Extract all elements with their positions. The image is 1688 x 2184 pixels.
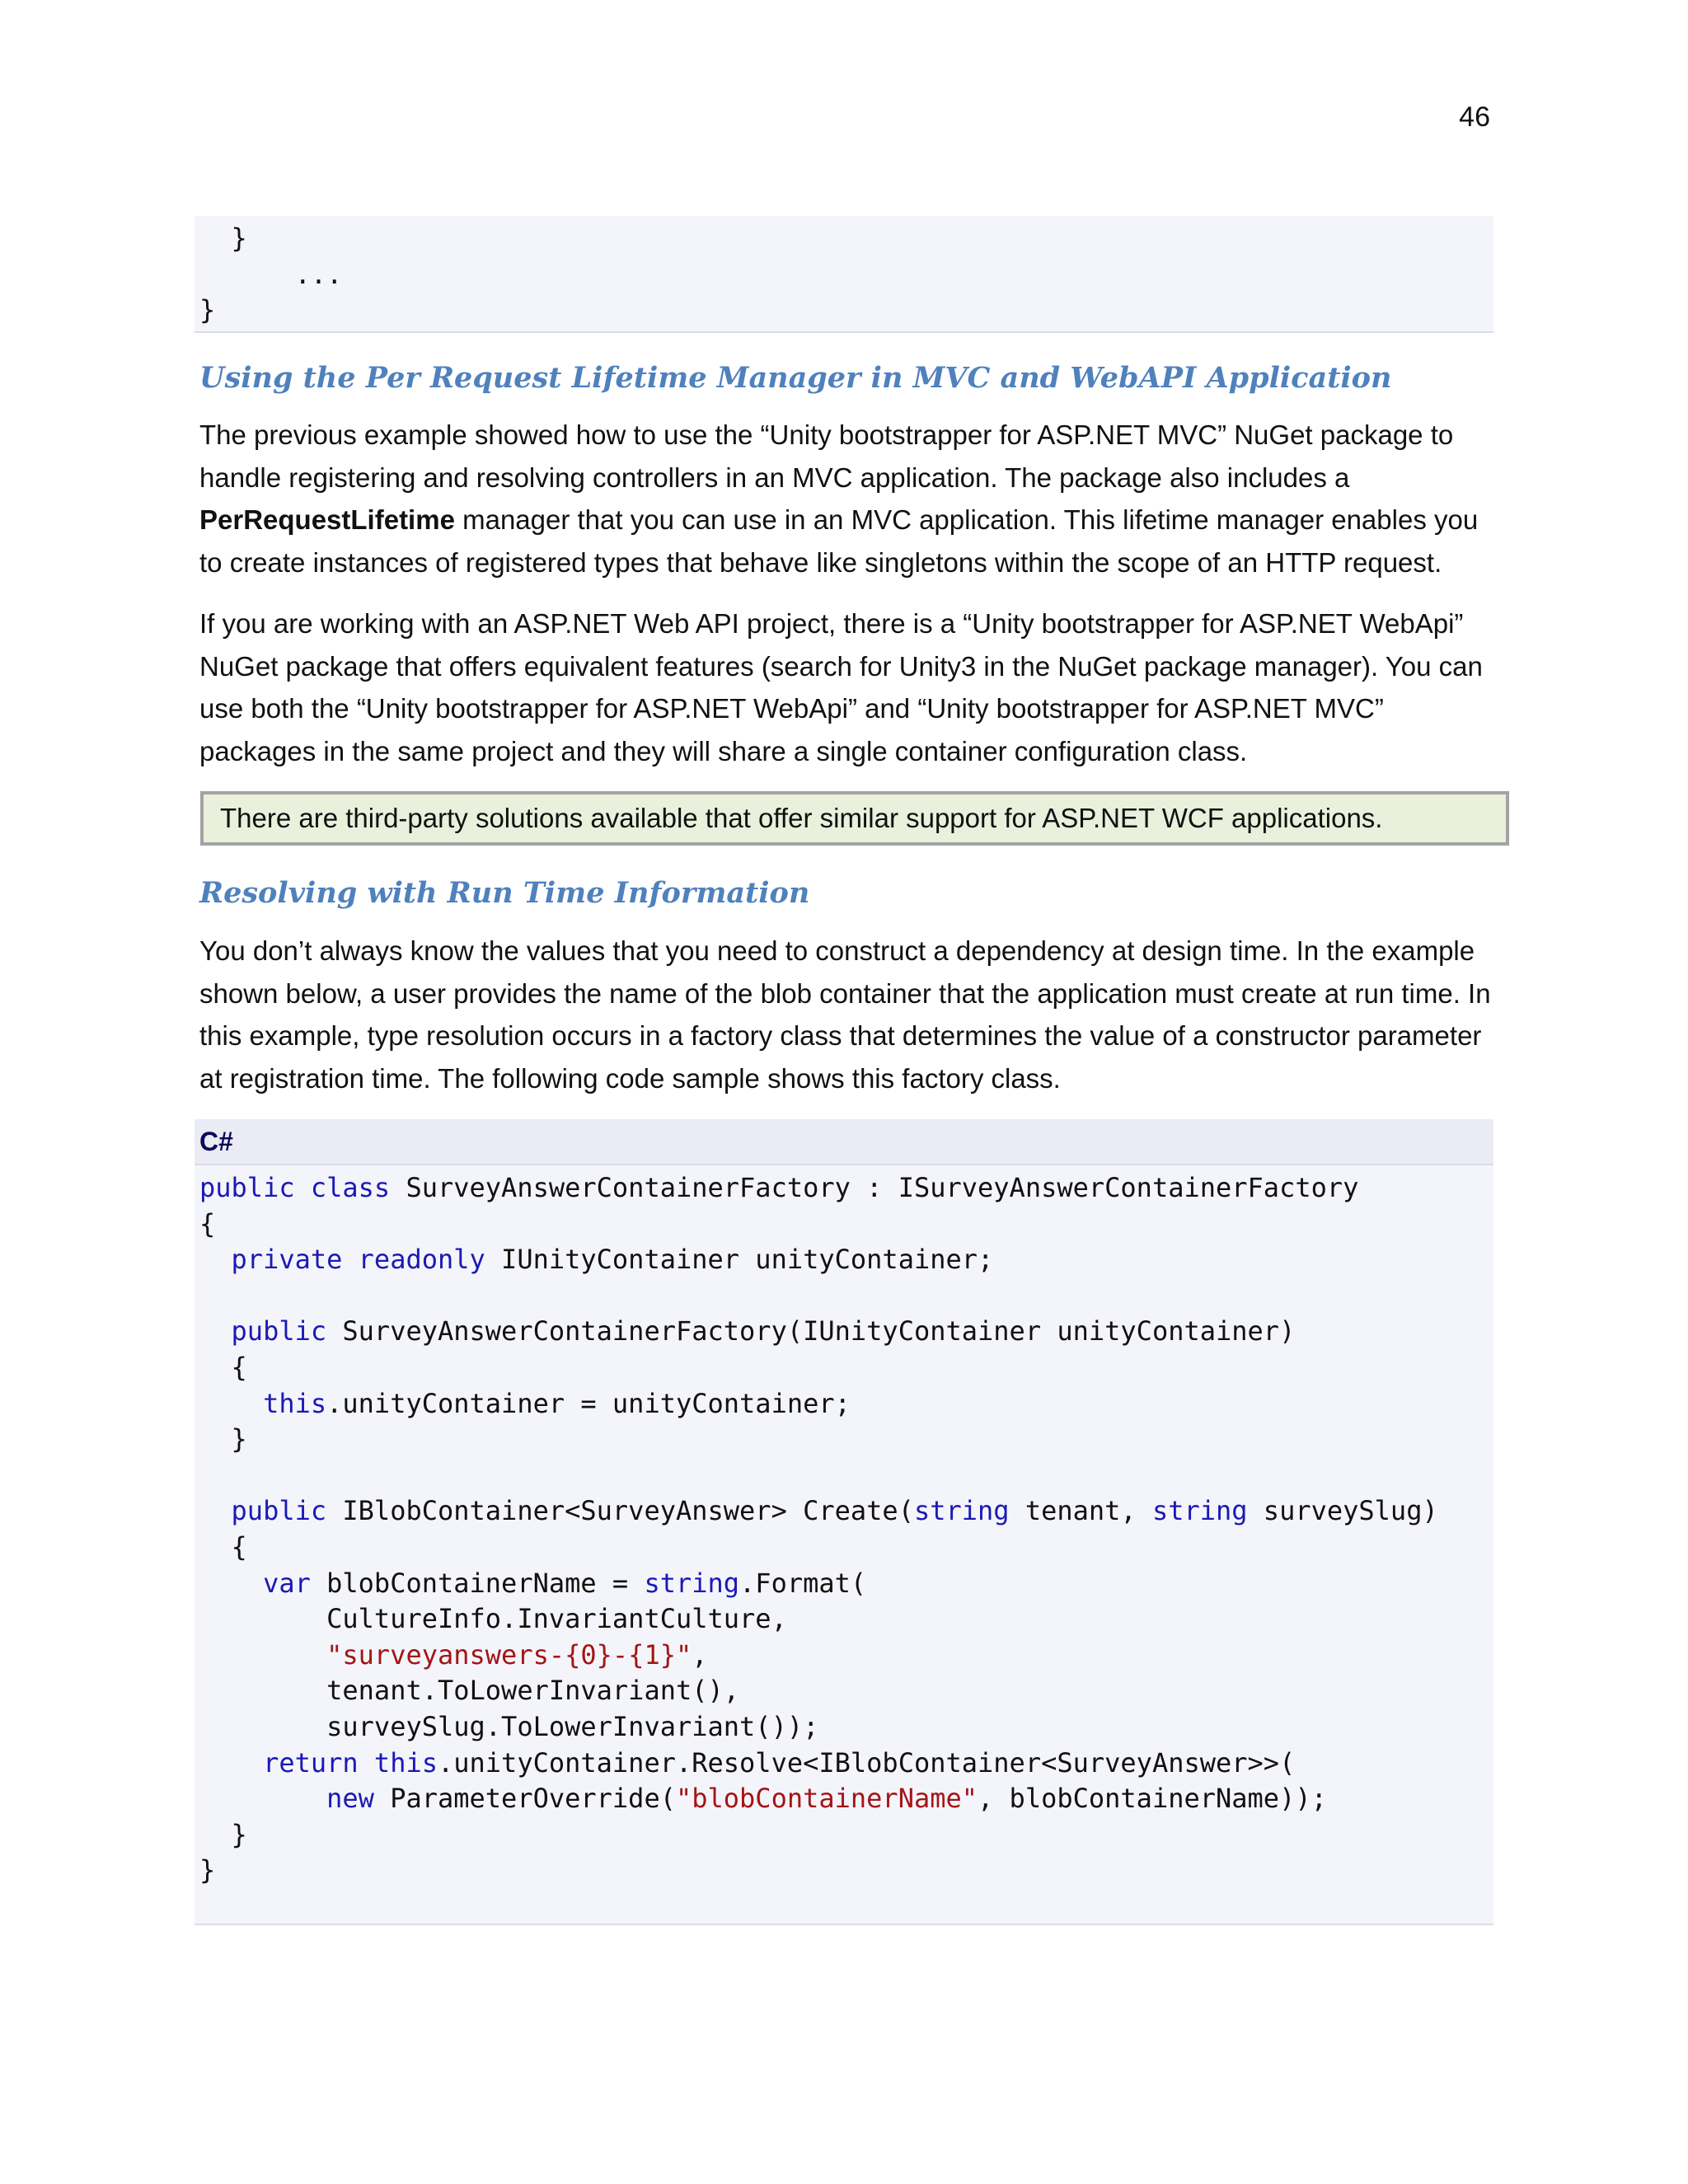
paragraph-text: The previous example showed how to use the “Unity bootstrapper for ASP.NET MVC” NuGet package to handle registering and resolving controllers in an MVC application. The package also includes a [199,419,1454,493]
section-heading-per-request-lifetime: Using the Per Request Lifetime Manager in MVC and WebAPI Application [199,361,1392,395]
code-string-literal: "blobContainerName" [675,1783,978,1815]
code-line [199,1854,215,1886]
code-keyword: public [199,1172,295,1203]
code-line: ... [199,258,343,290]
code-keyword: this [263,1387,327,1419]
code-text: .unityContainer = unityContainer; [326,1387,851,1419]
code-block-factory-class [195,1119,1493,1925]
code-text [199,1388,263,1419]
code-text: } [199,1423,247,1455]
code-text: tenant, [1009,1495,1152,1527]
code-keyword: this [373,1746,438,1779]
code-keyword: string [1151,1495,1248,1527]
page-number: 46 [1459,101,1490,133]
code-keyword: var [263,1567,311,1599]
code-language-label: C# [195,1119,1493,1165]
code-line [199,1603,787,1634]
code-line [199,1495,1438,1526]
code-text [199,1639,326,1671]
code-keyword: new [326,1783,374,1815]
code-text [295,1172,311,1203]
code-text [199,1747,263,1779]
code-line [199,1639,708,1671]
code-text [199,1495,232,1526]
code-line [199,1352,247,1383]
code-line [199,1675,739,1706]
code-text: } [199,1818,247,1850]
code-text: , blobContainerName)); [978,1783,1327,1815]
code-line [199,1244,993,1275]
code-line [199,1568,866,1599]
code-text: tenant.ToLowerInvariant(), [199,1675,740,1707]
code-text: SurveyAnswerContainerFactory : ISurveyAnswerContainerFactory [390,1172,1359,1203]
code-text: blobContainerName = [310,1567,645,1599]
code-text: IBlobContainer<SurveyAnswer> Create( [326,1495,914,1527]
section-heading-run-time-information: Resolving with Run Time Information [199,876,810,910]
code-line [199,1747,1295,1779]
code-keyword: readonly [358,1244,485,1276]
code-keyword: return [263,1746,359,1779]
code-text: SurveyAnswerContainerFactory(IUnityContainer unityContainer) [326,1315,1296,1347]
code-text: CultureInfo.InvariantCulture, [199,1603,787,1635]
code-text [199,1244,232,1275]
code-keyword: string [913,1495,1010,1527]
code-block-text [195,1165,1493,1889]
code-line: } [199,294,216,326]
code-keyword: private [231,1244,343,1276]
code-line [199,1208,215,1240]
code-text [342,1244,358,1275]
code-text: } [199,1854,216,1886]
code-line [199,1783,1327,1814]
code-keyword: string [644,1567,740,1599]
code-text: { [199,1207,216,1240]
code-keyword: public [231,1315,327,1347]
code-line [199,1711,818,1742]
code-text: .unityContainer.Resolve<IBlobContainer<SurveyAnswer>>( [437,1746,1296,1779]
code-snippet-text [195,216,1493,329]
code-line [199,1315,1295,1347]
code-line [199,1819,247,1850]
note-box [200,791,1509,846]
code-line: } [199,223,247,254]
code-line [199,1388,851,1419]
paragraph-run-time-information: You don’t always know the values that you need to construct a dependency at design time. In the example shown below, a user provides the name of the blob container that the application must create at run time. In this example, type resolution occurs in a factory class that determines the value of a constructor parameter at registration time. The following code sample shows this factory class. [199,935,1491,1094]
code-keyword: class [310,1172,391,1203]
code-text: surveySlug.ToLowerInvariant()); [199,1710,819,1742]
code-keyword: public [231,1495,327,1527]
bold-term-perrequestlifetime: PerRequestLifetime [199,504,455,535]
code-text: surveySlug) [1247,1495,1438,1527]
code-string-literal: "surveyanswers-{0}-{1}" [326,1638,692,1671]
code-text: .Format( [739,1567,867,1599]
paragraph-per-request-lifetime [199,414,1502,583]
paragraph-text: manager that you can use in an MVC application. This lifetime manager enables you to create instances of registered types that behave like singletons within the scope of an HTTP request. [199,504,1479,578]
code-text: { [199,1351,247,1383]
code-line [199,1172,1358,1203]
paragraph-webapi-bootstrapper: If you are working with an ASP.NET Web API project, there is a “Unity bootstrapper for ASP.NET WebApi” NuGet package that offers equivalent features (search for Unity3 in the NuGet package manager). You can use both the “Unity bootstrapper for ASP.NET WebApi” and “Unity bootstrapper for ASP.NET MVC” packages in the same project and they will share a single container configuration class. [199,608,1483,766]
note-text: There are third-party solutions available that offer similar support for ASP.NET WCF applications. [220,803,1383,833]
code-text [199,1568,263,1599]
code-text: , [692,1638,708,1671]
code-line [199,1531,247,1563]
code-text: ParameterOverride( [373,1783,676,1815]
code-line [199,1423,247,1455]
code-text [199,1315,232,1347]
code-snippet-continuation [195,216,1493,333]
code-text: IUnityContainer unityContainer; [485,1244,994,1276]
code-text [359,1747,374,1779]
code-text: { [199,1530,247,1563]
code-text [199,1783,326,1814]
